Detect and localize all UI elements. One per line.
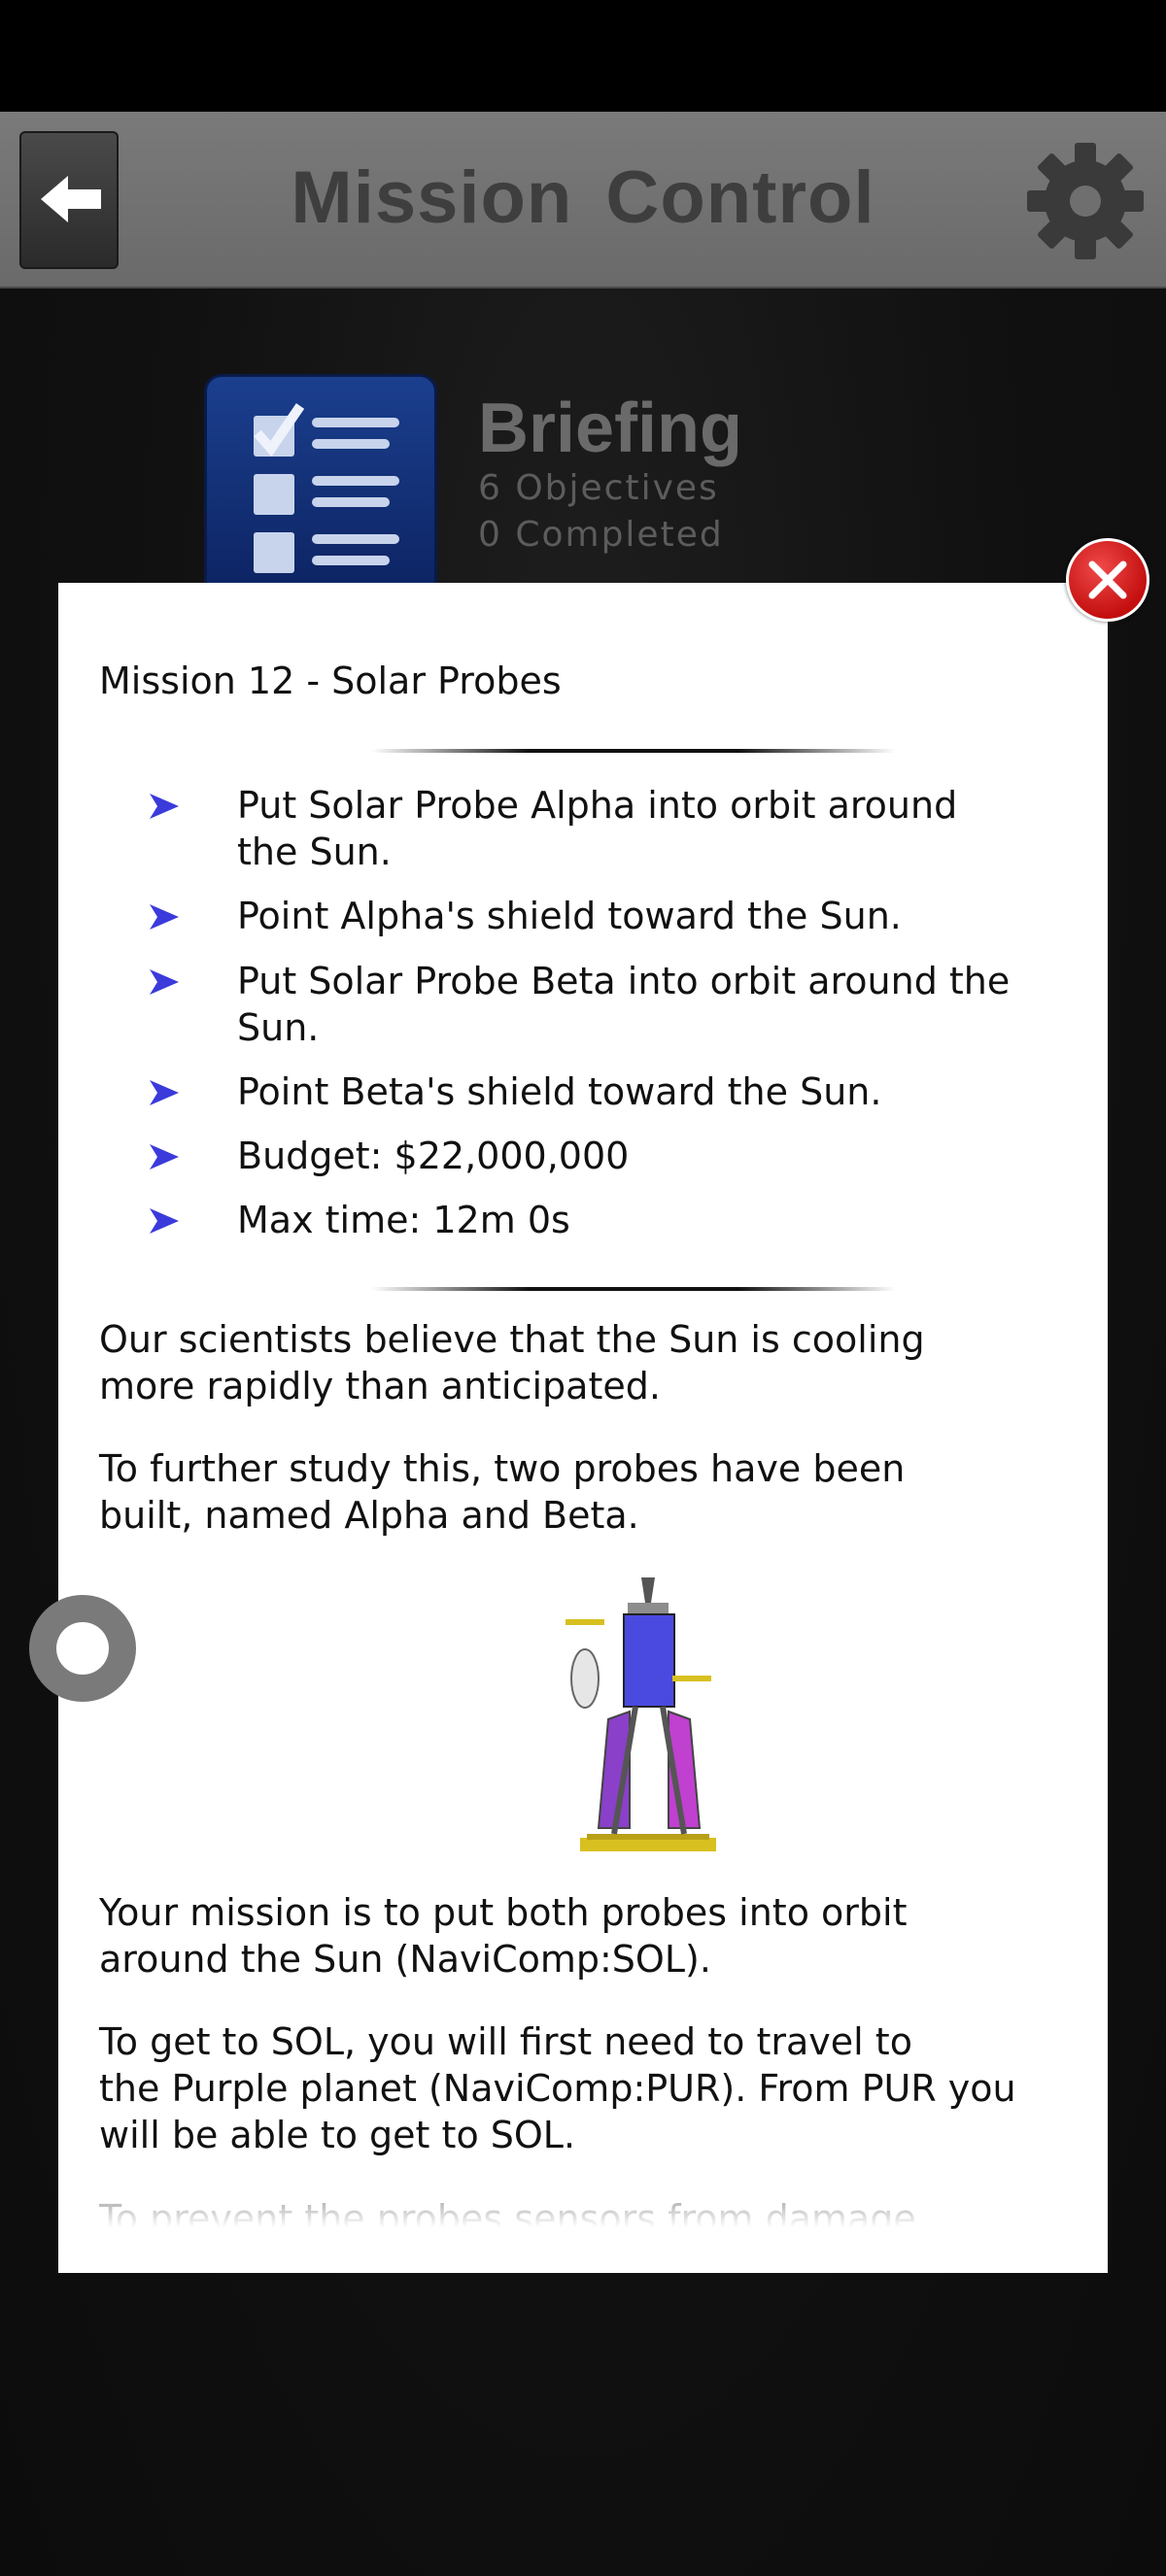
- bullet-arrow-icon: [148, 1206, 181, 1236]
- bullet-arrow-icon: [148, 967, 181, 997]
- description-paragraph: Your mission is to put both probes into orbit around the Sun (NaviComp:SOL).: [99, 1891, 908, 1981]
- completed-count: 0 Completed: [478, 515, 724, 555]
- settings-gear-icon[interactable]: [1025, 141, 1146, 261]
- objective-text-cont: Sun.: [237, 1006, 320, 1049]
- objective-text: Budget: $22,000,000: [237, 1135, 630, 1177]
- divider-top: [371, 749, 896, 753]
- bullet-arrow-icon: [148, 792, 181, 821]
- status-bar: [0, 0, 1166, 112]
- close-button[interactable]: [1066, 538, 1149, 622]
- page-title: Mission Control: [291, 156, 875, 239]
- description-paragraph: To get to SOL, you will first need to travel to the Purple planet (NaviComp:PUR). From PUR you will be able to get to SOL.: [99, 2020, 1016, 2156]
- divider-bottom: [371, 1287, 896, 1291]
- scroll-handle[interactable]: [29, 1595, 136, 1702]
- objective-text: Max time: 12m 0s: [237, 1199, 570, 1241]
- objective-text-cont: the Sun.: [237, 830, 392, 873]
- description-paragraph: Our scientists believe that the Sun is cooling more rapidly than anticipated.: [99, 1318, 925, 1407]
- objectives-count: 6 Objectives: [478, 468, 719, 508]
- briefing-dialog: [58, 583, 1108, 2273]
- solar-probe-image: [527, 1574, 770, 1865]
- objective-text: Point Beta's shield toward the Sun.: [237, 1070, 882, 1113]
- objective-text: Put Solar Probe Alpha into orbit around: [237, 784, 958, 827]
- scroll-fade: [58, 2190, 1108, 2273]
- bullet-arrow-icon: [148, 902, 181, 932]
- close-icon: [1086, 559, 1129, 601]
- objective-text: Put Solar Probe Beta into orbit around the: [237, 960, 1011, 1002]
- bullet-arrow-icon: [148, 1078, 181, 1107]
- description-paragraph: To further study this, two probes have been built, named Alpha and Beta.: [99, 1447, 906, 1537]
- briefing-checklist-icon[interactable]: [204, 374, 437, 607]
- briefing-title: Briefing: [478, 390, 743, 467]
- mission-title: Mission 12 - Solar Probes: [99, 660, 562, 702]
- top-bar: [0, 112, 1166, 288]
- bullet-arrow-icon: [148, 1142, 181, 1171]
- objective-text: Point Alpha's shield toward the Sun.: [237, 895, 902, 937]
